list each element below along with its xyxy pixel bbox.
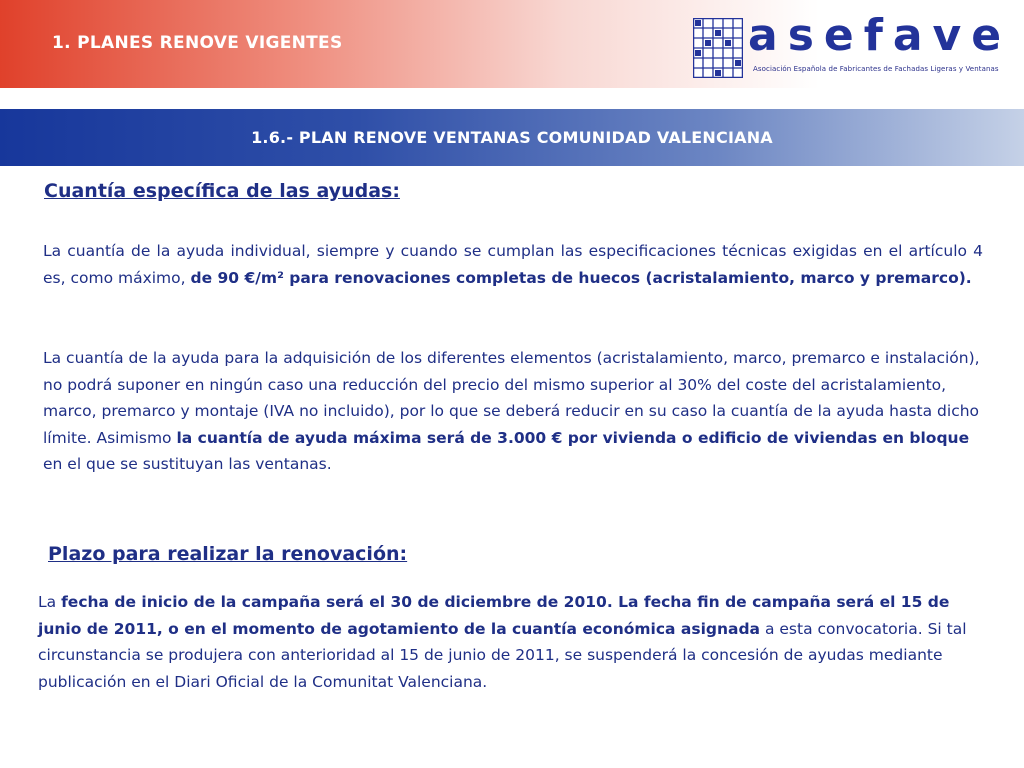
cuantia-p1-bold: de 90 €/m² para renovaciones completas de huecos (acristalamiento, marco y premarco). [190, 268, 972, 287]
plazo-p1-bold: fecha de inicio de la campaña será el 30 de diciembre de 2010. La fecha fin de campaña será el 15 de junio de 2011, o en el momento de agotamiento de la cuantía económica asignada [38, 593, 950, 638]
header-band [0, 0, 1024, 88]
section-band [0, 109, 1024, 166]
plazo-p1-text-1: La [38, 593, 62, 611]
asefave-grid-logo-icon [693, 18, 743, 78]
logo-wordmark: asefave [748, 10, 1012, 61]
cuantia-p1-text: La cuantía de la ayuda individual, siempre y cuando se cumplan las especificaciones técnicas exigidas en el artículo 4 es, como máximo, [43, 242, 983, 287]
plazo-heading: Plazo para realizar la renovación: [48, 543, 408, 565]
cuantia-p2-text-1: La cuantía de la ayuda para la adquisición de los diferentes elementos (acristalamiento, marco, premarco e instalación), no podrá suponer en ningún caso una reducción del precio del mismo superior al 30% del coste del acristalamiento, marco, premarco y montaje (IVA no incluido), por lo que se deberá reducir en su caso la cuantía de la ayuda hasta dicho límite. Asimismo [43, 349, 980, 447]
cuantia-p2-bold: la cuantía de ayuda máxima será de 3.000 € por vivienda o edificio de viviendas en bloque [176, 428, 970, 447]
header-title: 1. PLANES RENOVE VIGENTES [52, 33, 343, 53]
logo-subtitle: Asociación Española de Fabricantes de Fachadas Ligeras y Ventanas [753, 65, 999, 73]
plazo-paragraph [38, 589, 990, 695]
section-title: 1.6.- PLAN RENOVE VENTANAS COMUNIDAD VALENCIANA [251, 128, 773, 147]
cuantia-heading: Cuantía específica de las ayudas: [44, 180, 400, 202]
asefave-logo [693, 10, 1012, 84]
plazo-p1-text-2: a esta convocatoria. Si tal circunstancia se produjera con anterioridad al 15 de junio de 2011, se suspenderá la concesión de ayudas mediante publicación en el Diari Oficial de la Comunitat Valenciana. [38, 619, 967, 691]
cuantia-paragraph-2 [43, 345, 988, 478]
cuantia-paragraph-1 [43, 238, 983, 291]
cuantia-p2-text-2: en el que se sustituyan las ventanas. [43, 455, 332, 473]
